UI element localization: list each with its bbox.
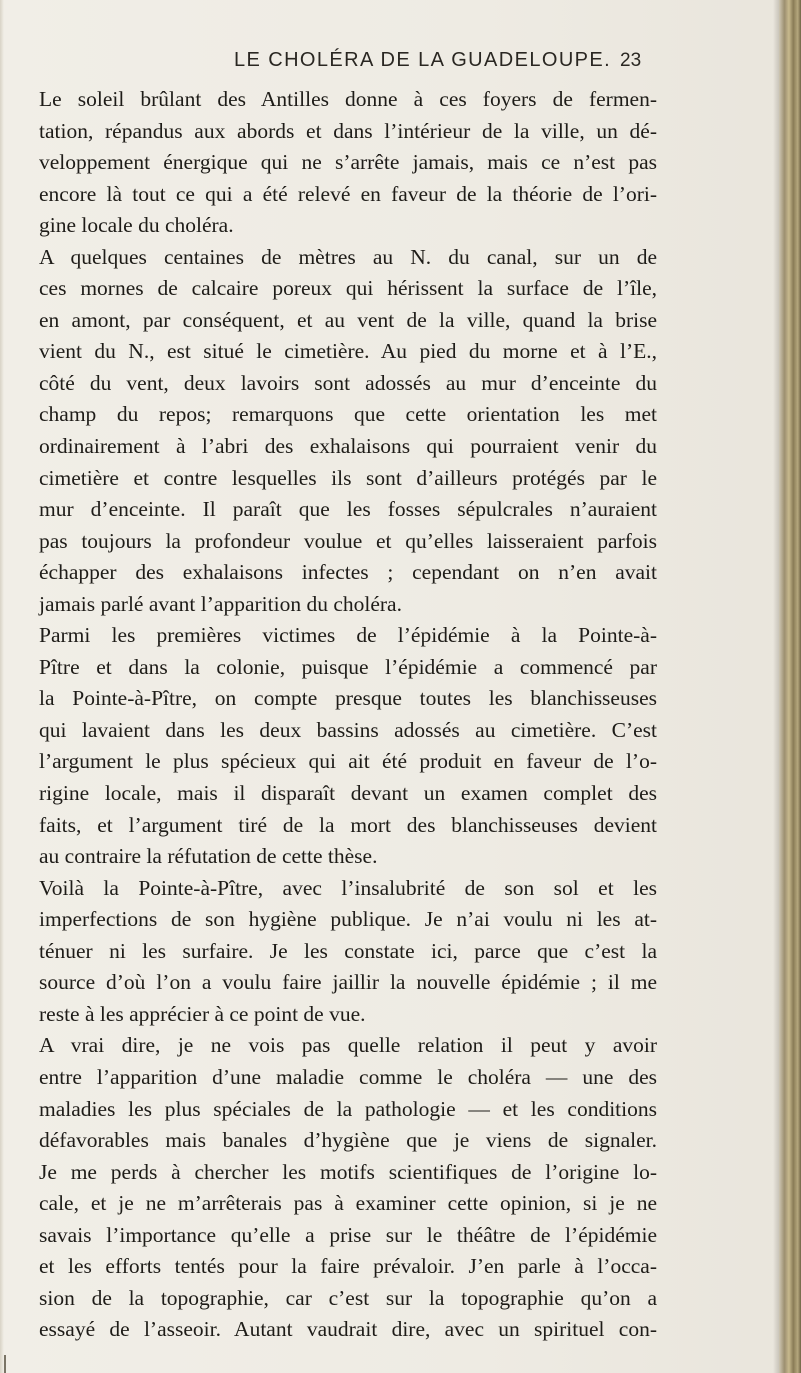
text-line: jamais parlé avant l’apparition du choléra.	[39, 591, 402, 616]
text-line: échapper des exhalaisons infectes ; cependant on n’en avait	[39, 560, 657, 585]
text-line: tation, répandus aux abords et dans l’intérieur de la ville, un dé-	[39, 118, 657, 143]
text-line: pas toujours la profondeur voulue et qu’elles laisseraient parfois	[39, 528, 657, 553]
text-line: encore là tout ce qui a été relevé en faveur de la théorie de l’ori-	[39, 181, 657, 206]
text-line: ordinairement à l’abri des exhalaisons qui pourraient venir du	[39, 434, 657, 459]
text-line: vient du N., est situé le cimetière. Au pied du morne et à l’E.,	[39, 339, 657, 364]
text-line: champ du repos; remarquons que cette orientation les met	[39, 402, 657, 427]
text-line: Parmi les premières victimes de l’épidémie à la Pointe-à-	[39, 623, 657, 648]
text-line: Pître et dans la colonie, puisque l’épidémie a commencé par	[39, 654, 657, 679]
text-line: l’argument le plus spécieux qui ait été produit en faveur de l’o-	[39, 749, 657, 774]
text-line: veloppement énergique qui ne s’arrête jamais, mais ce n’est pas	[39, 150, 657, 175]
text-line: ces mornes de calcaire poreux qui hérissent la surface de l’île,	[39, 276, 657, 301]
text-line: source d’où l’on a voulu faire jaillir la nouvelle épidémie ; il me	[39, 970, 657, 995]
text-line: Voilà la Pointe-à-Pître, avec l’insalubrité de son sol et les	[39, 875, 657, 900]
text-line: imperfections de son hygiène publique. Je n’ai voulu ni les at-	[39, 907, 657, 932]
text-line: rigine locale, mais il disparaît devant un examen complet des	[39, 781, 657, 806]
text-line: faits, et l’argument tiré de la mort des blanchisseuses devient	[39, 812, 657, 837]
text-line: essayé de l’asseoir. Autant vaudrait dire, avec un spirituel con-	[39, 1317, 657, 1342]
running-title: LE CHOLÉRA DE LA GUADELOUPE.	[234, 49, 612, 71]
text-line: qui lavaient dans les deux bassins adossés au cimetière. C’est	[39, 717, 657, 742]
text-line: entre l’apparition d’une maladie comme le choléra — une des	[39, 1064, 657, 1089]
page-header	[0, 49, 801, 79]
text-line: mur d’enceinte. Il paraît que les fosses sépulcrales n’auraient	[39, 497, 657, 522]
body-text	[39, 84, 657, 1346]
text-line: Le soleil brûlant des Antilles donne à ces foyers de fermen-	[39, 87, 657, 111]
text-line: reste à les apprécier à ce point de vue.	[39, 1001, 366, 1026]
text-line: et les efforts tentés pour la faire prévaloir. J’en parle à l’occa-	[39, 1254, 657, 1279]
text-line: cale, et je ne m’arrêterais pas à examiner cette opinion, si je ne	[39, 1191, 657, 1216]
text-line: maladies les plus spéciales de la pathologie — et les conditions	[39, 1096, 657, 1121]
text-line: gine locale du choléra.	[39, 213, 234, 238]
text-line: A vrai dire, je ne vois pas quelle relation il peut y avoir	[39, 1033, 657, 1058]
page-left-edge	[0, 0, 4, 1373]
text-line: cimetière et contre lesquelles ils sont d’ailleurs protégés par le	[39, 465, 657, 490]
page-corner-mark	[4, 1355, 6, 1373]
text-line: savais l’importance qu’elle a prise sur le théâtre de l’épidémie	[39, 1222, 657, 1247]
text-line: Je me perds à chercher les motifs scientifiques de l’origine lo-	[39, 1159, 657, 1184]
text-line: ténuer ni les surfaire. Je les constate ici, parce que c’est la	[39, 938, 657, 963]
book-binding-edge	[779, 0, 801, 1373]
text-line: au contraire la réfutation de cette thèse.	[39, 844, 378, 869]
text-line: côté du vent, deux lavoirs sont adossés au mur d’enceinte du	[39, 370, 657, 395]
text-line: sion de la topographie, car c’est sur la topographie qu’on a	[39, 1285, 657, 1310]
text-line: défavorables mais banales d’hygiène que je viens de signaler.	[39, 1128, 657, 1153]
text-line: en amont, par conséquent, et au vent de la ville, quand la brise	[39, 307, 657, 332]
text-line: A quelques centaines de mètres au N. du canal, sur un de	[39, 244, 657, 269]
text-line: la Pointe-à-Pître, on compte presque toutes les blanchisseuses	[39, 686, 657, 711]
page-number: 23	[620, 50, 642, 71]
